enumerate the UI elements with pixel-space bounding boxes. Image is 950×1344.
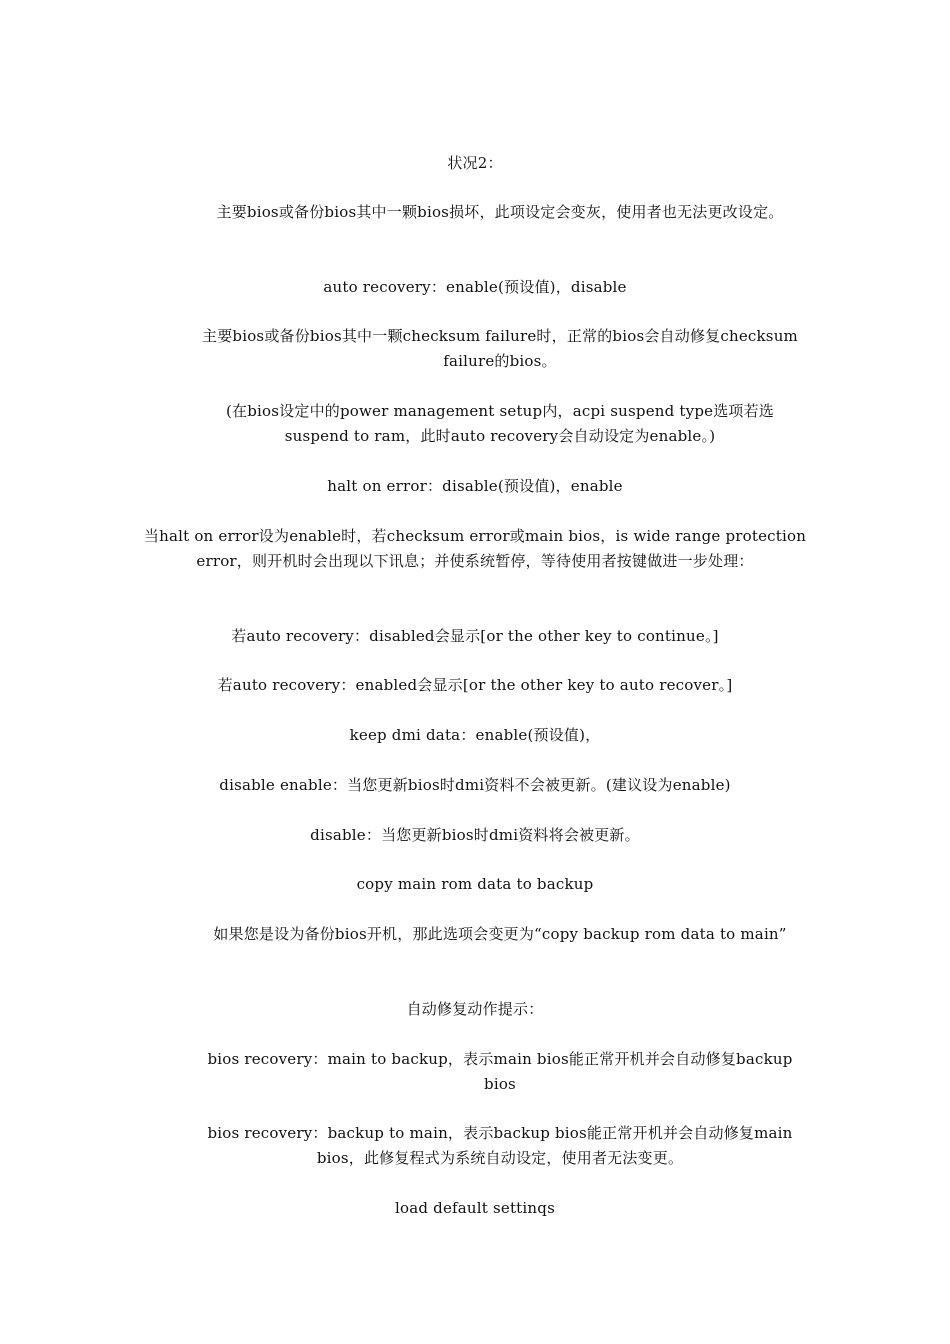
option-auto-recovery: auto recovery：enable(预设值)，disable: [323, 278, 627, 296]
section-heading: 状况2：: [447, 154, 503, 172]
paragraph-acpi-note: (在bios设定中的power management setup内，acpi suspend type选项若选suspend to ram，此时auto recovery会自动设定为enable。): [226, 402, 774, 445]
option-load-default-settings: load default settinqs: [395, 1199, 555, 1217]
paragraph-backup-to-main: bios recovery：backup to main，表示backup bios能正常开机并会自动修复main bios，此修复程式为系统自动设定，使用者无法变更。: [207, 1124, 793, 1167]
message-auto-recovery-enabled: 若auto recovery：enabled会显示[or the other key to auto recover。]: [217, 676, 733, 694]
paragraph-backup-boot: 如果您是设为备份bios开机，那此选项会变更为“copy backup rom data to main”: [213, 925, 787, 943]
paragraph-main-to-backup: bios recovery：main to backup，表示main bios能正常开机并会自动修复backup bios: [207, 1050, 793, 1093]
paragraph-bios-damaged: 主要bios或备份bios其中一颗bios损坏，此项设定会变灰，使用者也无法更改设定。: [216, 203, 784, 221]
option-copy-main-rom: copy main rom data to backup: [356, 875, 594, 893]
message-auto-recovery-disabled: 若auto recovery：disabled会显示[or the other key to continue。]: [231, 627, 719, 645]
paragraph-dmi-disable: disable：当您更新bios时dmi资料将会被更新。: [310, 826, 640, 844]
option-halt-on-error: halt on error：disable(预设值)，enable: [327, 477, 623, 495]
paragraph-checksum-failure: 主要bios或备份bios其中一颗checksum failure时，正常的bios会自动修复checksum failure的bios。: [202, 327, 798, 370]
paragraph-halt-on-error-desc: 当halt on error设为enable时，若checksum error或main bios，is wide range protection error，则开机时会出现以下讯息；并使系统暂停，等待使用者按键做进一步处理：: [143, 527, 807, 570]
option-keep-dmi-data: keep dmi data：enable(预设值)，: [349, 726, 601, 744]
paragraph-dmi-enable: disable enable：当您更新bios时dmi资料不会被更新。(建议设为enable): [219, 776, 731, 794]
heading-auto-repair-hint: 自动修复动作提示：: [406, 1000, 544, 1018]
